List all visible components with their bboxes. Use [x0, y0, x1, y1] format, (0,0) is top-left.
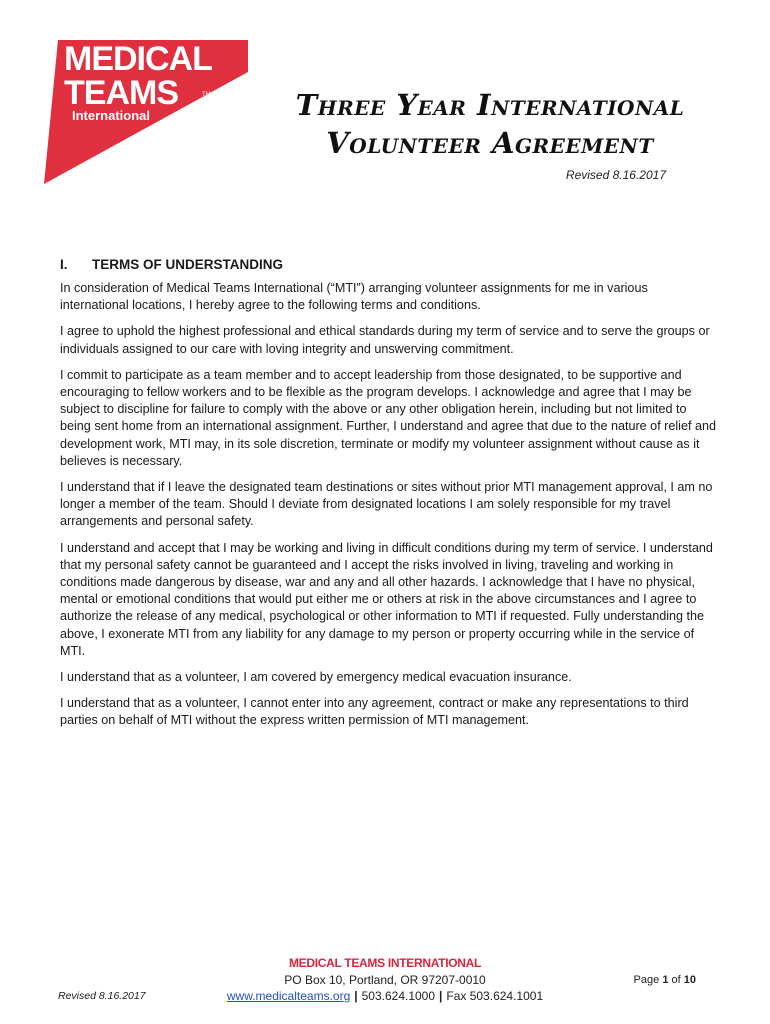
paragraph-insurance: I understand that as a volunteer, I am covered by emergency medical evacuation insurance.: [60, 670, 572, 685]
page-total: 10: [683, 974, 696, 986]
separator: |: [354, 989, 358, 1003]
document-title: [270, 86, 710, 162]
paragraph-risks: I understand and accept that I may be working and living in difficult conditions during my term of service. I understand that my personal safety cannot be guaranteed and I accept the risks involved in living, traveling and working in conditions made dangerous by disease, war and any and all other hazards. I acknowledge that I have no physical, mental or emotional conditions that would put either me or others at risk in the above circumstances and I agree to authorize the release of any medical, psychological or other information to MTI if requested. Fully understanding the above, I exonerate MTI from any liability for any damage to my person or property occurring while in the service of MTI.: [60, 540, 713, 658]
paragraph-consideration: In consideration of Medical Teams International (“MTI”) arranging volunteer assignments for me in various international locations, I hereby agree to the following terms and conditions.: [60, 281, 648, 313]
footer-address: PO Box 10, Portland, OR 97207-0010: [284, 973, 486, 987]
title-line-2: Volunteer Agreement: [326, 126, 654, 160]
page-of: of: [671, 974, 681, 986]
paragraph-standards: I agree to uphold the highest professional and ethical standards during my term of service and to serve the groups or individuals assigned to our care with loving integrity and unswerving commitment.: [60, 324, 710, 356]
logo-word-medical: MEDICAL: [64, 40, 212, 78]
section-heading: [60, 256, 716, 274]
medical-teams-logo: [42, 34, 252, 186]
footer-phone: 503.624.1000: [361, 989, 436, 1003]
terms-section: [60, 256, 716, 739]
page-prefix: Page: [633, 974, 660, 986]
revised-date-footer: Revised 8.16.2017: [58, 990, 146, 1002]
separator: |: [439, 989, 443, 1003]
footer-fax: Fax 503.624.1001: [446, 989, 544, 1003]
paragraph-agreements: I understand that as a volunteer, I cannot enter into any agreement, contract or make any representations to third parties on behalf of MTI without the express written permission of MTI management.: [60, 696, 689, 728]
paragraph-team-member: I commit to participate as a team member and to accept leadership from those designated, to be supportive and encouraging to fellow workers and to be flexible as the program develops. I acknowledge and agree that I may be subject to discipline for failure to comply with the above or any other obligation herein, including but not limited to being sent home from an international assignment. Further, I understand and agree that due to the nature of relief and development work, MTI may, in its sole discretion, terminate or modify my volunteer assignment without cause as it believes is necessary.: [60, 367, 716, 468]
website-link[interactable]: www.medicalteams.org: [226, 989, 351, 1003]
footer-org-name: MEDICAL TEAMS INTERNATIONAL: [288, 956, 482, 970]
section-number: I.: [60, 257, 68, 272]
page-number: [634, 974, 696, 986]
page-current: 1: [662, 974, 669, 986]
title-line-1: Three Year International: [295, 88, 685, 122]
paragraph-destinations: I understand that if I leave the designated team destinations or sites without prior MTI management approval, I am no longer a member of the team. Should I deviate from designated locations I am solely responsible for my travel arrangements and personal safety.: [60, 480, 713, 529]
logo-word-international: International: [72, 108, 151, 123]
logo-trademark: TM: [202, 92, 211, 98]
logo-word-teams: TEAMS: [64, 74, 178, 112]
revised-date-top: Revised 8.16.2017: [565, 168, 666, 182]
section-title: TERMS OF UNDERSTANDING: [92, 257, 283, 272]
